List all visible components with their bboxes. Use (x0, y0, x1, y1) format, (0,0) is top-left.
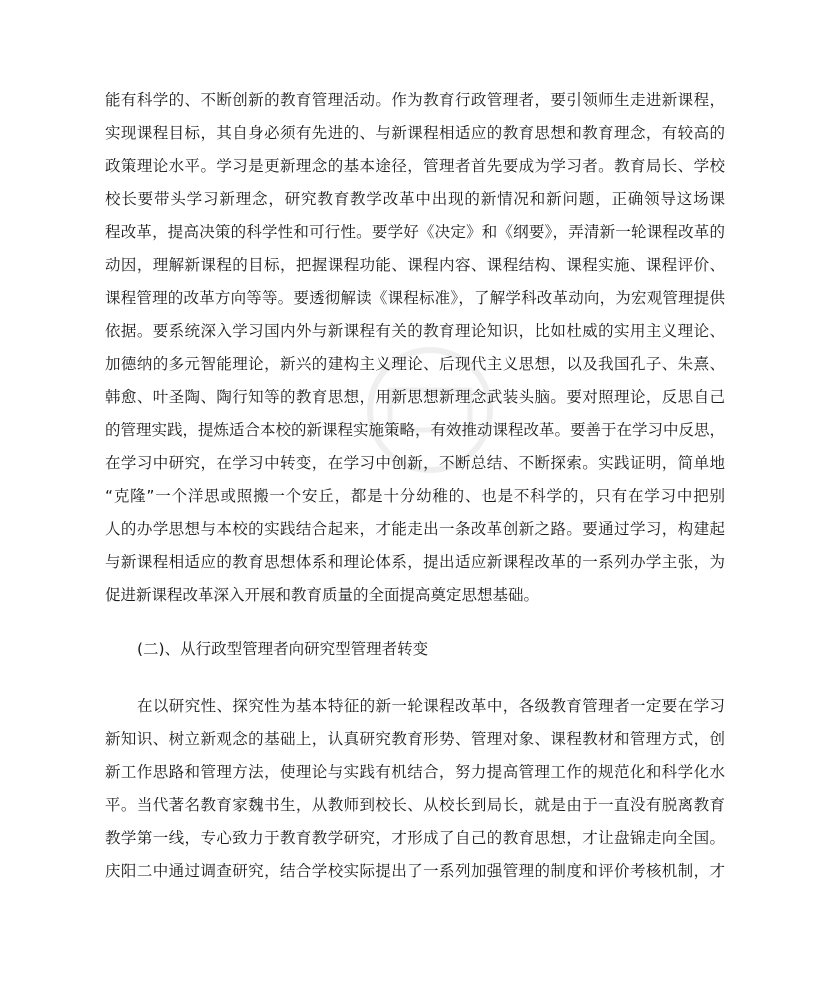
paragraph-1-line-last: 促进新课程改革深入开展和教育质量的全面提高奠定思想基础。 (105, 586, 540, 604)
paragraph-2-line: 新知识、树立新观念的基础上，认真研究教育形势、管理对象、课程教材和管理方式，创 (105, 730, 725, 748)
paragraph-2-line-first: 在以研究性、探究性为基本特征的新一轮课程改革中，各级教育管理者一定要在学习 (137, 697, 725, 715)
paragraph-1-line: 与新课程相适应的教育思想体系和理论体系，提出适应新课程改革的一系列办学主张，为 (105, 553, 725, 571)
paragraph-1-line: 依据。要系统深入学习国内外与新课程有关的教育理论知识，比如杜威的实用主义理论、 (105, 322, 725, 340)
section-heading-text: (二)、从行政型管理者向研究型管理者转变 (137, 640, 429, 658)
paragraph-2-line: 教学第一线，专心致力于教育教学研究，才形成了自己的教育思想，才让盘锦走向全国。 (105, 829, 725, 847)
paragraph-1-line: “克隆”一个洋思或照搬一个安丘，都是十分幼稚的、也是不科学的，只有在学习中把别 (105, 487, 725, 505)
paragraph-1-line: 实现课程目标，其自身必须有先进的、与新课程相适应的教育思想和教育理念，有较高的 (105, 124, 725, 142)
paragraph-1 (105, 84, 725, 612)
paragraph-1-line: 加德纳的多元智能理论，新兴的建构主义理论、后现代主义思想，以及我国孔子、朱熹、 (105, 355, 725, 373)
paragraph-1-line: 的管理实践，提炼适合本校的新课程实施策略，有效推动课程改革。要善于在学习中反思， (105, 421, 726, 439)
paragraph-1-line: 动因，理解新课程的目标，把握课程功能、课程内容、课程结构、课程实施、课程评价、 (105, 256, 725, 274)
paragraph-2-line: 新工作思路和管理方法，使理论与实践有机结合，努力提高管理工作的规范化和科学化水 (105, 763, 725, 781)
paragraph-2 (105, 690, 725, 888)
paragraph-1-line: 韩愈、叶圣陶、陶行知等的教育思想，用新思想新理念武装头脑。要对照理论，反思自己 (105, 388, 725, 406)
paragraph-1-line: 课程管理的改革方向等等。要透彻解读《课程标准》，了解学科改革动向，为宏观管理提供 (105, 289, 725, 307)
section-heading (105, 633, 725, 666)
paragraph-2-line: 平。当代著名教育家魏书生，从教师到校长、从校长到局长，就是由于一直没有脱离教育 (105, 796, 725, 814)
paragraph-1-line: 政策理论水平。学习是更新理念的基本途径，管理者首先要成为学习者。教育局长、学校 (105, 157, 725, 175)
paragraph-1-line: 在学习中研究，在学习中转变，在学习中创新，不断总结、不断探索。实践证明，简单地 (105, 454, 725, 472)
paragraph-1-line: 校长要带头学习新理念，研究教育教学改革中出现的新情况和新问题，正确领导这场课 (105, 190, 725, 208)
paragraph-1-line: 程改革，提高决策的科学性和可行性。要学好《决定》和《纲要》，弄清新一轮课程改革的 (105, 223, 725, 241)
paragraph-1-line: 能有科学的、不断创新的教育管理活动。作为教育行政管理者，要引领师生走进新课程， (105, 91, 725, 109)
paragraph-2-line: 庆阳二中通过调查研究，结合学校实际提出了一系列加强管理的制度和评价考核机制，才 (105, 862, 725, 880)
paragraph-1-line: 人的办学思想与本校的实践结合起来，才能走出一条改革创新之路。要通过学习，构建起 (105, 520, 725, 538)
